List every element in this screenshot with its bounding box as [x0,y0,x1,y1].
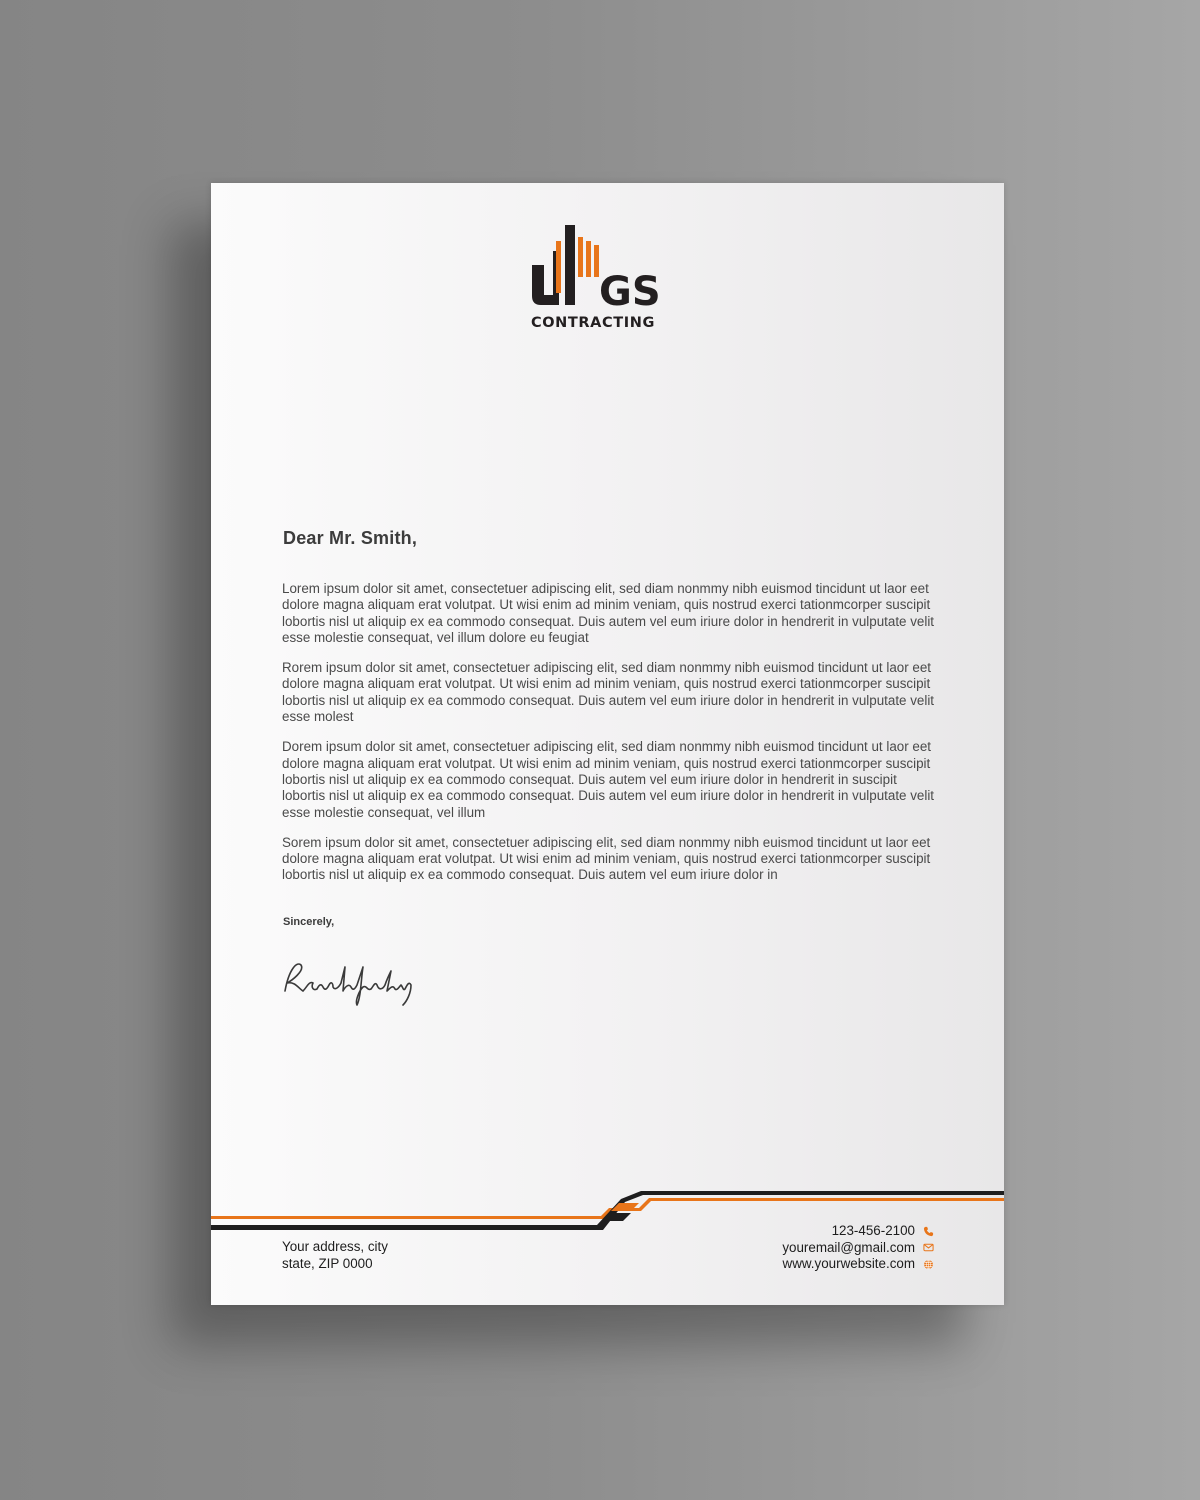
envelope-icon [923,1242,934,1253]
address-line: Your address, city [282,1239,388,1254]
footer-address [282,1239,388,1272]
footer-contact [782,1223,934,1273]
signature-scribble [281,951,421,1009]
logo-tagline: CONTRACTING [531,315,655,331]
letter-body [282,581,942,898]
email-text: youremail@gmail.com [782,1239,915,1255]
body-paragraph: Lorem ipsum dolor sit amet, consectetuer adipiscing elit, sed diam nonmmy nibh euismod tincidunt ut laor eet dolore magna aliquam erat volutpat. Ut wisi enim ad minim veniam, quis nostrud exerci tationmcorper suscipit lobortis nisl ut aliquip ex ea commodo consequat. Duis autem vel eum iriure dolor in hendrerit in vulputate velit esse molestie consequat, vel illum dolore eu feugiat [282,581,935,645]
globe-icon [923,1259,934,1270]
contact-website [782,1256,934,1273]
phone-icon [923,1226,934,1237]
company-logo [529,223,685,333]
logo-mark [529,223,685,333]
address-line: state, ZIP 0000 [282,1255,373,1271]
body-paragraph: Sorem ipsum dolor sit amet, consectetuer adipiscing elit, sed diam nonmmy nibh euismod tincidunt ut laor eet dolore magna aliquam erat volutpat. Ut wisi enim ad minim veniam, quis nostrud exerci tationmcorper suscipit lobortis nisl ut aliquip ex ea commodo consequat. Duis autem vel eum iriure dolor in [282,834,931,883]
letterhead-page [211,183,1004,1305]
body-paragraph: Rorem ipsum dolor sit amet, consectetuer adipiscing elit, sed diam nonmmy nibh euismod tincidunt ut laor eet dolore magna aliquam erat volutpat. Ut wisi enim ad minim veniam, quis nostrud exerci tationmcorper suscipit lobortis nisl ut aliquip ex ea commodo consequat. Duis autem vel eum iriure dolor in hendrerit in vulputate velit esse molest [282,660,935,725]
website-text: www.yourwebsite.com [782,1256,915,1271]
body-paragraph: Dorem ipsum dolor sit amet, consectetuer adipiscing elit, sed diam nonmmy nibh euismod tincidunt ut laor eet dolore magna aliquam erat volutpat. Ut wisi enim ad minim veniam, quis nostrud exerci tationmcorper suscipit lobortis nisl ut aliquip ex ea commodo consequat. Duis autem vel eum iriure dolor in hendrerit in suscipit lobortis nisl ut aliquip ex ea commodo consequat. Duis autem vel eum iriure dolor in hendrerit in vulputate velit esse molestie consequat, vel illum [282,739,935,820]
logo-letters: GS [599,269,661,315]
phone-text: 123-456-2100 [831,1223,915,1238]
letter-closing: Sincerely, [283,916,335,928]
contact-email [782,1240,934,1257]
letter-greeting: Dear Mr. Smith, [283,528,418,548]
contact-phone [782,1223,934,1240]
signature [281,951,421,1009]
